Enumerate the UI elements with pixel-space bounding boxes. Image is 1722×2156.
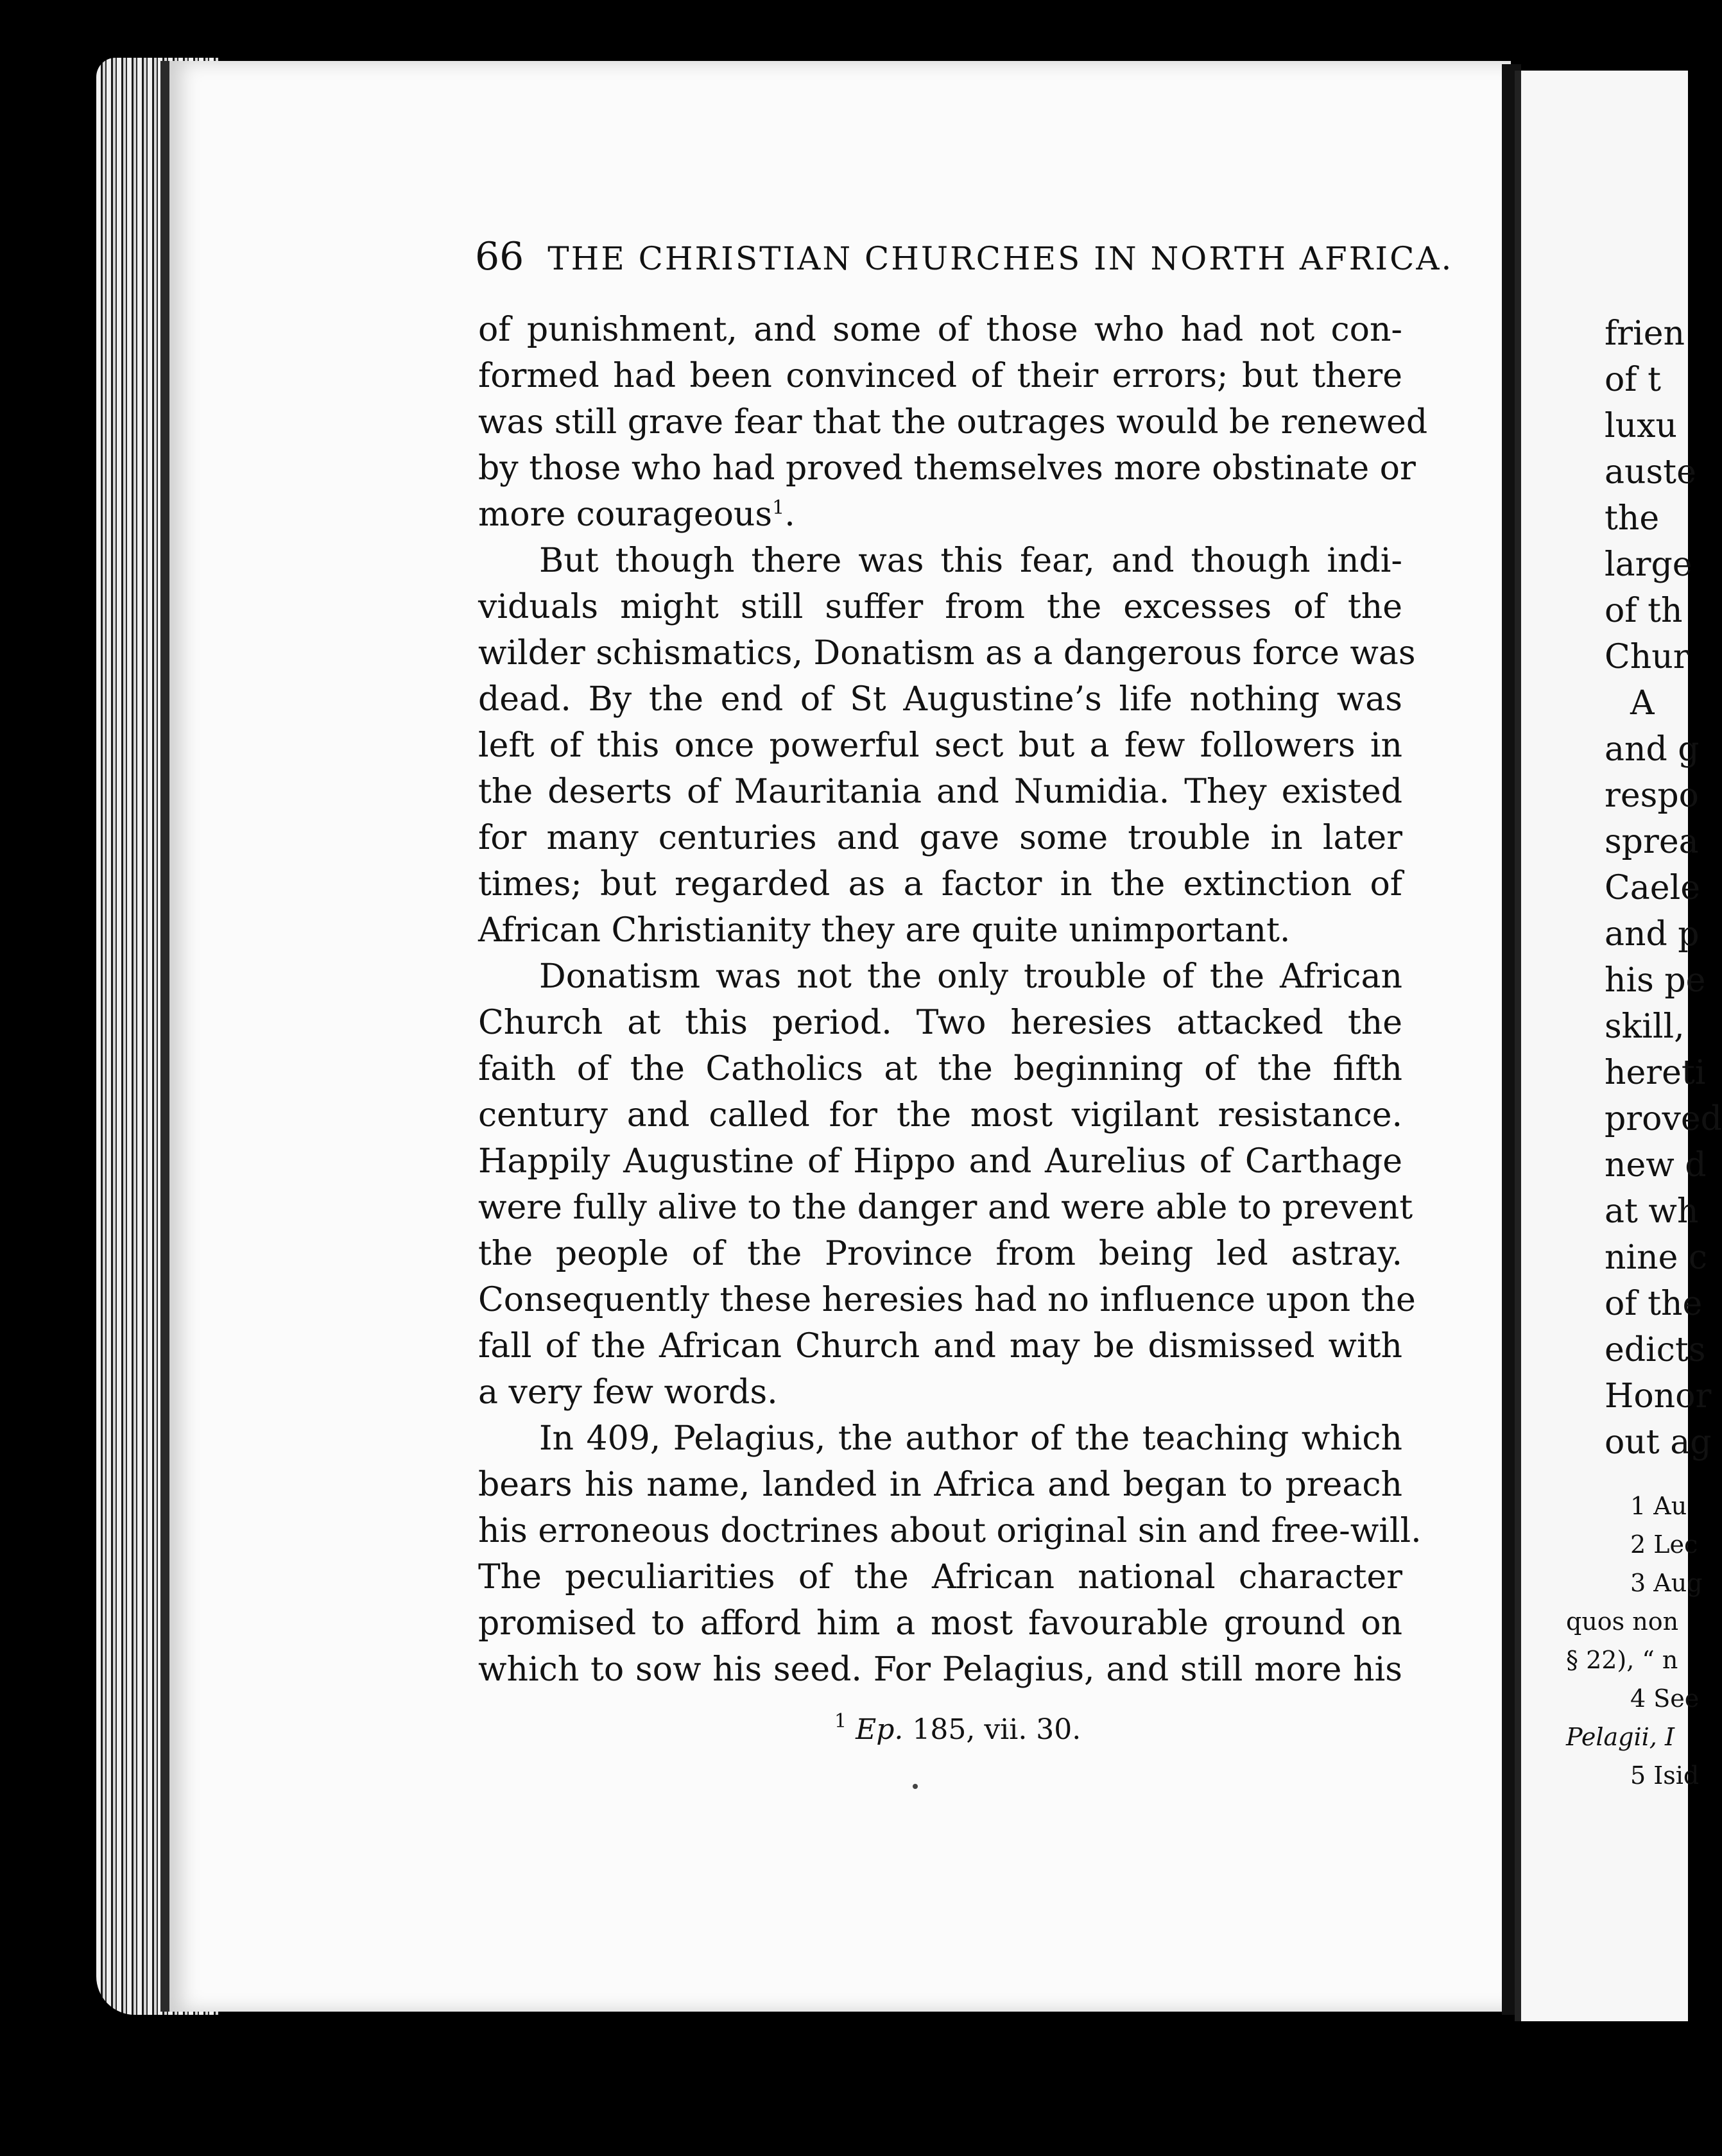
body-line: But though there was this fear, and though indi-: [539, 542, 1402, 580]
body-line: faith of the Catholics at the beginning of the fifth: [478, 1050, 1402, 1088]
facing-line: hereti: [1605, 1054, 1706, 1092]
facing-footnote: quos non: [1566, 1607, 1679, 1636]
facing-line: luxu: [1605, 407, 1677, 445]
body-line: times; but regarded as a factor in the extinction of: [478, 865, 1402, 903]
body-line: Donatism was not the only trouble of the African: [539, 957, 1402, 996]
footnote-ref-italic: Ep.: [856, 1713, 904, 1746]
facing-line: A: [1630, 684, 1655, 723]
facing-footnote: 2 Lec: [1630, 1530, 1698, 1559]
body-line: fall of the African Church and may be dismissed with: [478, 1327, 1402, 1365]
body-line: Church at this period. Two heresies attacked the: [478, 1004, 1402, 1042]
facing-line: and p: [1605, 915, 1700, 954]
body-line: was still grave fear that the outrages would be renewed: [478, 403, 1428, 441]
footnote-marker: 1: [834, 1710, 847, 1733]
facing-line: of the: [1605, 1285, 1703, 1323]
body-line: In 409, Pelagius, the author of the teaching which: [539, 1419, 1402, 1458]
facing-line: nine c: [1605, 1238, 1708, 1277]
footnote: [834, 1710, 1081, 1746]
body-line: were fully alive to the danger and were able to prevent: [478, 1188, 1413, 1227]
body-line: formed had been convinced of their errors; but there: [478, 357, 1402, 395]
facing-line: and g: [1605, 730, 1700, 769]
facing-line: of t: [1605, 361, 1661, 399]
facing-line: Honor: [1605, 1377, 1712, 1416]
facing-line: frien: [1605, 314, 1685, 353]
scan-speck: [913, 1784, 918, 1789]
facing-footnote: § 22), “ n: [1566, 1646, 1678, 1674]
facing-line: large: [1605, 545, 1692, 584]
facing-line: Chur: [1605, 638, 1689, 676]
facing-line: skill,: [1605, 1007, 1685, 1046]
body-line: viduals might still suffer from the excesses of the: [478, 588, 1402, 626]
footnote-ref-rest: 185, vii. 30.: [903, 1713, 1081, 1746]
facing-line: Caele: [1605, 869, 1700, 907]
facing-line: respo: [1605, 776, 1699, 815]
facing-line: auste: [1605, 453, 1696, 492]
body-text: more courageous: [478, 495, 773, 534]
body-line: bears his name, landed in Africa and began to preach: [478, 1466, 1402, 1504]
body-line: of punishment, and some of those who had not con-: [478, 311, 1402, 349]
facing-line: at wh: [1605, 1192, 1699, 1231]
facing-footnote: 5 Isid: [1630, 1761, 1700, 1790]
body-line: The peculiarities of the African national character: [478, 1558, 1402, 1596]
body-line: [478, 492, 1402, 538]
footnote-ref: 1: [772, 497, 785, 519]
facing-footnote: Pelagii, I: [1566, 1723, 1675, 1751]
body-line: for many centuries and gave some trouble in later: [478, 819, 1402, 857]
facing-line: his pe: [1605, 961, 1706, 1000]
facing-line: of th: [1605, 592, 1683, 630]
facing-line: out ag: [1605, 1423, 1712, 1462]
body-line: the deserts of Mauritania and Numidia. They existed: [478, 773, 1402, 811]
facing-footnote: 3 Aug: [1630, 1569, 1703, 1597]
body-line: African Christianity they are quite unimportant.: [478, 911, 1291, 950]
running-header: [475, 234, 1454, 279]
running-title: THE CHRISTIAN CHURCHES IN NORTH AFRICA.: [547, 240, 1454, 277]
facing-line: proved: [1605, 1100, 1722, 1138]
facing-line: sprea: [1605, 823, 1699, 861]
body-line: Happily Augustine of Hippo and Aurelius of Carthage: [478, 1142, 1402, 1181]
body-line: dead. By the end of St Augustine’s life nothing was: [478, 680, 1402, 719]
body-line: his erroneous doctrines about original sin and free-will.: [478, 1512, 1422, 1550]
body-line: promised to afford him a most favourable ground on: [478, 1604, 1402, 1643]
body-line: which to sow his seed. For Pelagius, and still more his: [478, 1650, 1402, 1689]
facing-line: new d: [1605, 1146, 1707, 1185]
body-line: left of this once powerful sect but a few followers in: [478, 726, 1402, 765]
body-line: the people of the Province from being led astray.: [478, 1235, 1402, 1273]
body-line: by those who had proved themselves more obstinate or: [478, 449, 1416, 488]
facing-footnote: 4 See: [1630, 1684, 1700, 1713]
facing-footnote: 1 Au: [1630, 1492, 1687, 1520]
body-line: Consequently these heresies had no influence upon the: [478, 1281, 1416, 1319]
body-text-period: .: [784, 495, 795, 534]
body-line: a very few words.: [478, 1373, 778, 1412]
body-line: century and called for the most vigilant resistance.: [478, 1096, 1402, 1134]
facing-line: the: [1605, 499, 1660, 538]
page-number: 66: [475, 234, 524, 279]
facing-line: edicts: [1605, 1331, 1706, 1369]
body-line: wilder schismatics, Donatism as a dangerous force was: [478, 634, 1416, 672]
